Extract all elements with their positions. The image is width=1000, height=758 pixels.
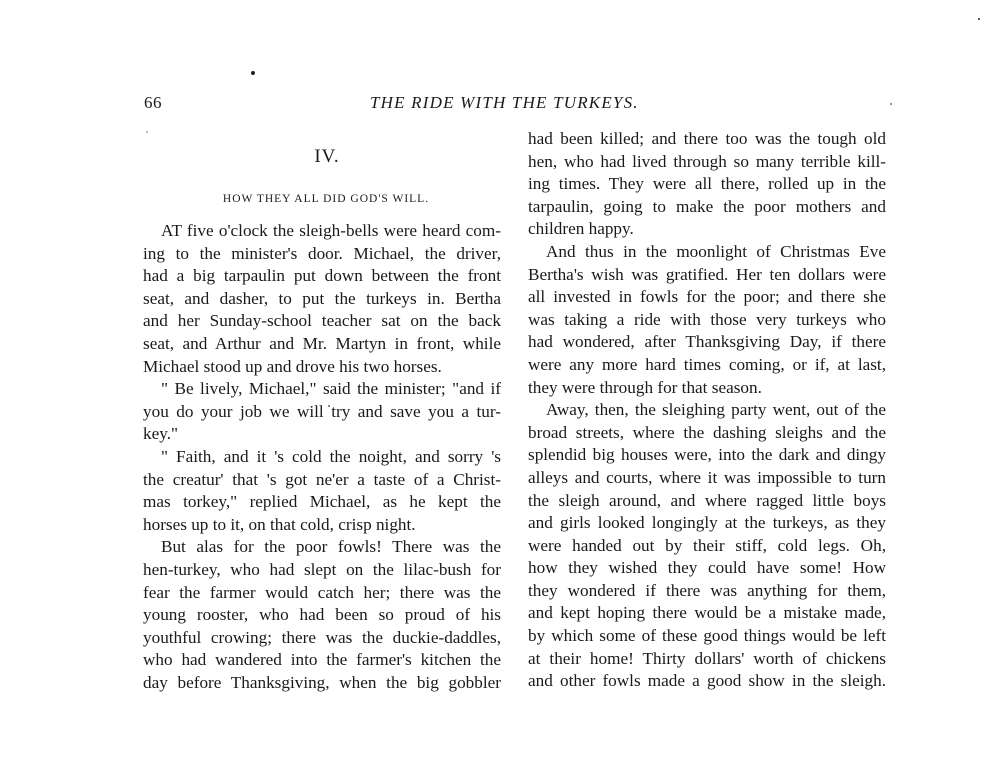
text-line: Michael stood up and drove his two horses. bbox=[143, 356, 442, 376]
text-line: and girls looked longingly at the turkeys, as they bbox=[528, 513, 886, 533]
text-line: ing to the minister's door. Michael, the driver, bbox=[143, 243, 501, 263]
text-line: alleys and courts, where it was impossible to turn bbox=[528, 467, 886, 487]
text-line: the sleigh around, and where ragged little boys bbox=[528, 490, 886, 510]
text-line: how they wished they could have some! How bbox=[528, 558, 886, 578]
text-line: broad streets, where the dashing sleighs and the bbox=[528, 422, 886, 442]
text-line: and other fowls made a good show in the sleigh. bbox=[528, 671, 886, 691]
text-line: ing times. They were all there, rolled up in the bbox=[528, 174, 886, 194]
text-line: all invested in fowls for the poor; and there she bbox=[528, 287, 886, 307]
text-line: tarpaulin, going to make the poor mothers and bbox=[528, 196, 886, 216]
text-line: were any more hard times coming, or if, at last, bbox=[528, 354, 886, 374]
text-line: But alas for the poor fowls! There was the bbox=[161, 537, 501, 557]
text-line: and her Sunday-school teacher sat on the back bbox=[143, 311, 501, 331]
right-column bbox=[528, 128, 886, 693]
text-line: And thus in the moonlight of Christmas Eve bbox=[546, 241, 886, 261]
text-line: they were through for that season. bbox=[528, 377, 762, 397]
text-line: horses up to it, on that cold, crisp night. bbox=[143, 514, 416, 534]
text-line: young rooster, who had been so proud of his bbox=[143, 605, 501, 625]
chapter-title: HOW THEY ALL DID GOD'S WILL. bbox=[222, 193, 430, 205]
text-line: children happy. bbox=[528, 219, 634, 239]
text-line: hen, who had lived through so many terrible kill- bbox=[528, 151, 886, 171]
text-line: Bertha's wish was gratified. Her ten dollars were bbox=[528, 264, 886, 284]
text-line: AT five o'clock the sleigh-bells were heard com- bbox=[161, 221, 501, 240]
text-line: seat, and dasher, to put the turkeys in. Bertha bbox=[143, 288, 501, 308]
ink-speck bbox=[251, 71, 255, 75]
text-line: key." bbox=[143, 424, 179, 444]
text-line: hen-turkey, who had slept on the lilac-bush for bbox=[143, 559, 501, 579]
ink-speck bbox=[890, 103, 892, 105]
text-line: you do your job we will try and save you a tur- bbox=[143, 401, 501, 421]
text-line: they wondered if there was anything for them, bbox=[528, 580, 886, 600]
ink-speck bbox=[978, 18, 980, 20]
text-line: the creatur' that 's got ne'er a taste of a Christ- bbox=[143, 469, 501, 489]
text-line: had a big tarpaulin put down between the front bbox=[143, 266, 501, 286]
text-line: were handed out by their stiff, cold legs. Oh, bbox=[528, 535, 886, 555]
text-line: who had wandered into the farmer's kitchen the bbox=[143, 650, 501, 670]
ink-speck bbox=[146, 131, 148, 133]
text-line: " Be lively, Michael," said the minister; "and if bbox=[161, 379, 501, 399]
text-line: seat, and Arthur and Mr. Martyn in front, while bbox=[143, 333, 501, 353]
left-column bbox=[143, 144, 501, 694]
text-line: Away, then, the sleighing party went, out of the bbox=[546, 400, 886, 420]
text-line: at their home! Thirty dollars' worth of chickens bbox=[528, 648, 886, 668]
text-line: had been killed; and there too was the tough old bbox=[528, 129, 886, 148]
text-line: day before Thanksgiving, when the big gobbler bbox=[143, 672, 501, 692]
text-line: was taking a ride with those very turkeys who bbox=[528, 309, 886, 329]
text-line: splendid big houses were, into the dark and dingy bbox=[528, 445, 886, 465]
text-line: had wondered, after Thanksgiving Day, if there bbox=[528, 332, 886, 352]
text-line: fear the farmer would catch her; there was the bbox=[143, 582, 501, 602]
text-line: and kept hoping there would be a mistake made, bbox=[528, 603, 886, 623]
running-header: THE RIDE WITH THE TURKEYS. bbox=[370, 93, 639, 112]
chapter-number: IV. bbox=[314, 146, 340, 167]
text-line: youthful crowing; there was the duckie-daddles, bbox=[143, 627, 501, 647]
text-line: " Faith, and it 's cold the noight, and sorry 's bbox=[161, 446, 501, 466]
text-line: by which some of these good things would be left bbox=[528, 626, 886, 646]
text-line: mas torkey," replied Michael, as he kept the bbox=[143, 492, 501, 512]
left-column-text bbox=[143, 220, 501, 694]
page-number: 66 bbox=[144, 93, 162, 112]
